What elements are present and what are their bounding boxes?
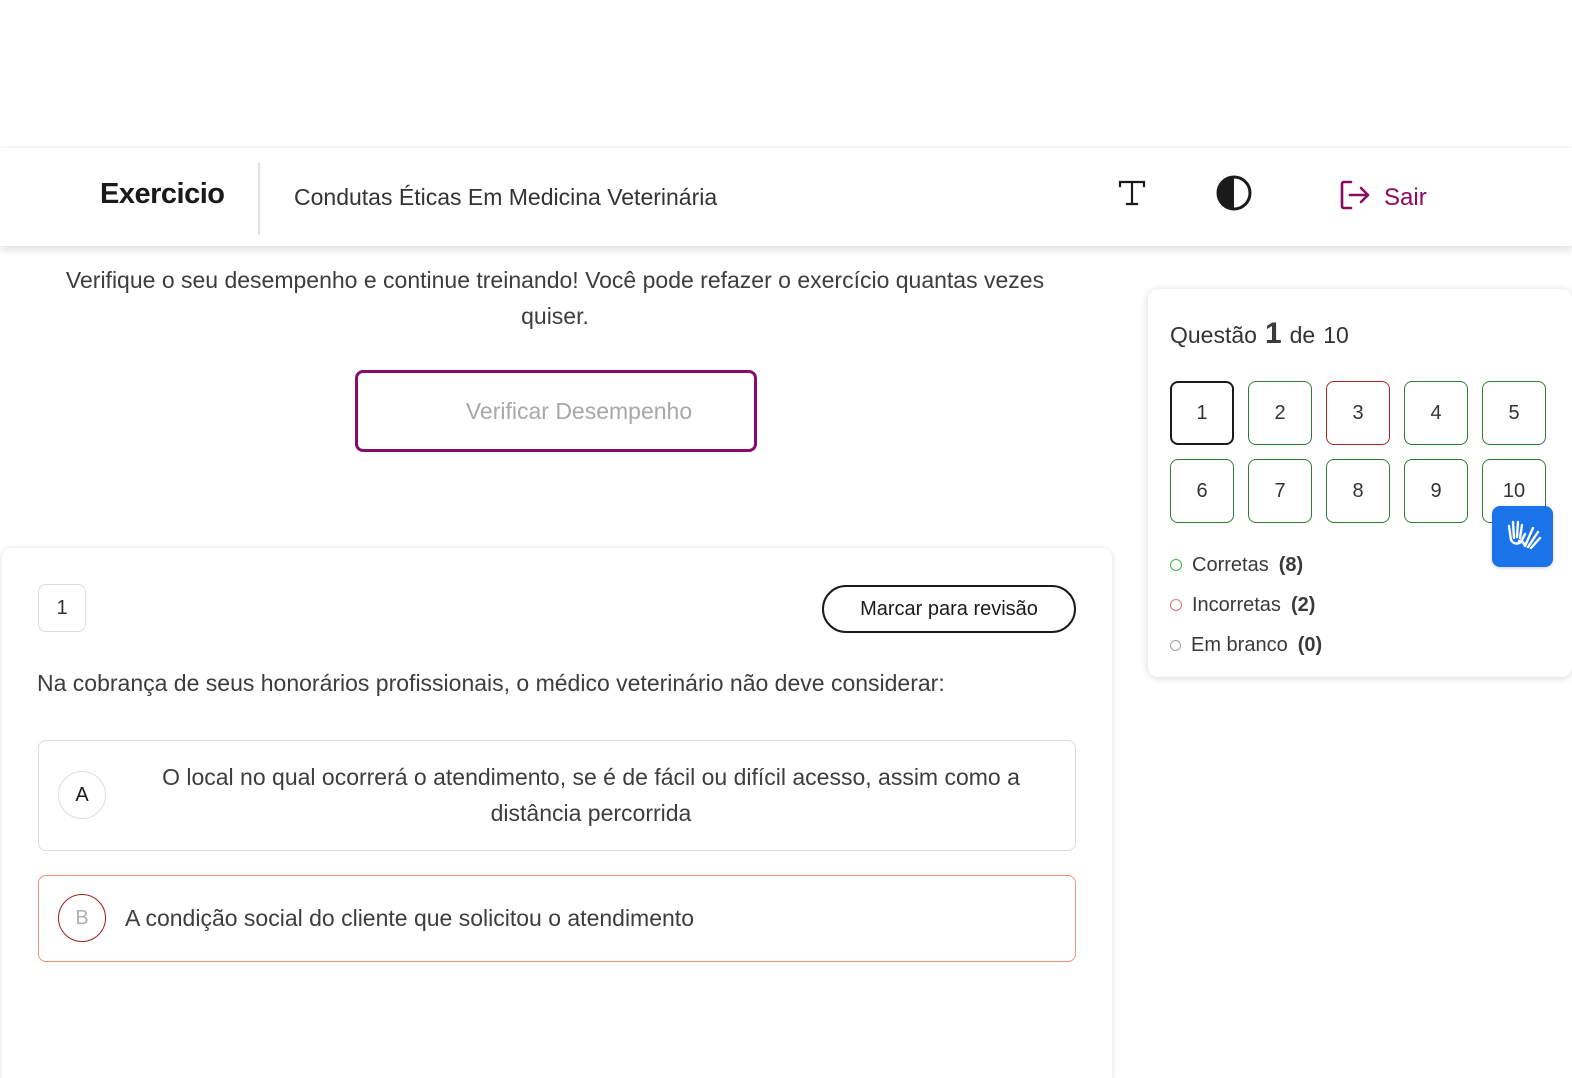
question-cell[interactable]: 9 (1404, 459, 1468, 523)
option-b[interactable] (38, 875, 1076, 962)
mark-for-review-button[interactable]: Marcar para revisão (822, 585, 1076, 633)
course-title: Condutas Éticas Em Medicina Veterinária (294, 184, 718, 210)
legend-incorrect (1170, 585, 1322, 625)
legend-correct-label: Corretas (1192, 553, 1269, 576)
font-size-icon (1116, 176, 1148, 213)
question-cell[interactable]: 6 (1170, 459, 1234, 523)
incorrect-dot-icon (1170, 599, 1182, 611)
legend-correct (1170, 545, 1322, 585)
legend-correct-count: (8) (1278, 553, 1304, 576)
exit-icon (1338, 178, 1372, 219)
navigator-title (1170, 317, 1349, 351)
question-cell[interactable]: 2 (1248, 381, 1312, 445)
verify-performance-button[interactable]: Verificar Desempenho (355, 370, 757, 452)
sign-language-icon (1503, 514, 1543, 559)
status-legend (1170, 545, 1322, 665)
contrast-button[interactable] (1214, 175, 1254, 215)
question-cell[interactable]: 8 (1326, 459, 1390, 523)
top-header (0, 148, 1572, 246)
option-text: O local no qual ocorrerá o atendimento, se é de fácil ou difícil acesso, assim como a distância percorrida (162, 764, 1020, 826)
option-letter: A (58, 771, 106, 819)
intro-message: Verifique o seu desempenho e continue treinando! Você pode refazer o exercício quantas vezes quiser. (65, 267, 1045, 329)
font-size-button[interactable] (1112, 174, 1152, 214)
correct-dot-icon (1170, 559, 1182, 571)
question-number: 1 (38, 584, 86, 632)
question-text: Na cobrança de seus honorários profissionais, o médico veterinário não deve considerar: (37, 670, 945, 696)
question-cell[interactable]: 7 (1248, 459, 1312, 523)
legend-blank-label: Em branco (1191, 633, 1288, 656)
question-cell[interactable]: 5 (1482, 381, 1546, 445)
legend-blank (1170, 625, 1322, 665)
contrast-icon (1215, 174, 1253, 217)
option-letter: B (58, 894, 106, 942)
sign-language-button[interactable] (1492, 506, 1553, 567)
legend-blank-count: (0) (1297, 633, 1323, 656)
option-text: A condição social do cliente que solicitou o atendimento (125, 905, 694, 931)
option-a[interactable] (38, 740, 1076, 851)
exit-button[interactable] (1338, 178, 1427, 218)
navigator-mid: de (1289, 322, 1316, 348)
current-question: 1 (1264, 317, 1282, 350)
exit-label: Sair (1384, 184, 1427, 211)
question-cell[interactable]: 4 (1404, 381, 1468, 445)
question-grid (1170, 381, 1546, 523)
question-cell[interactable]: 10 (1482, 459, 1546, 523)
question-card (2, 548, 1112, 1078)
legend-incorrect-count: (2) (1290, 593, 1316, 616)
brand-title: Exercicio (100, 178, 225, 210)
legend-incorrect-label: Incorretas (1192, 593, 1281, 616)
header-divider (258, 163, 260, 235)
question-cell[interactable]: 1 (1170, 381, 1234, 445)
question-cell[interactable]: 3 (1326, 381, 1390, 445)
question-navigator (1148, 289, 1572, 677)
navigator-prefix: Questão (1170, 322, 1257, 348)
blank-dot-icon (1170, 640, 1181, 651)
total-questions: 10 (1323, 322, 1349, 348)
